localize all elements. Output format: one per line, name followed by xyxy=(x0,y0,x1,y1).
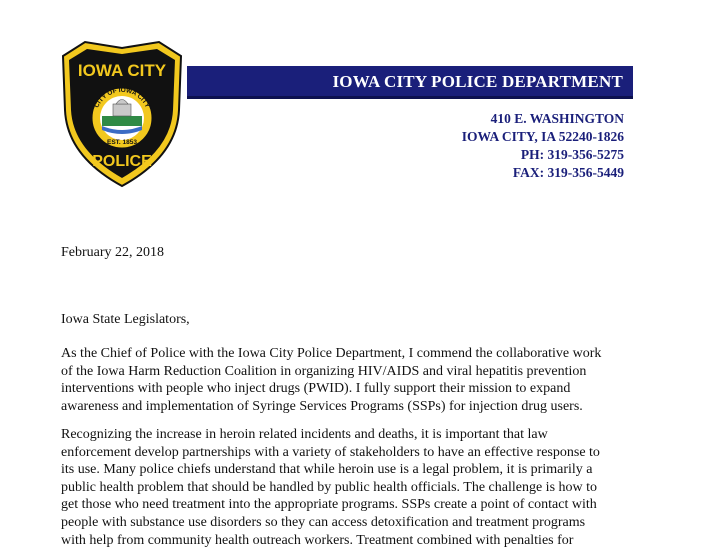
paragraph-line: its use. Many police chiefs understand that while heroin use is a legal problem, it is primarily a xyxy=(61,462,593,478)
badge-est-text: EST. 1853 xyxy=(107,139,137,146)
address-phone: PH: 319-356-5275 xyxy=(520,147,624,162)
paragraph-line: Recognizing the increase in heroin related incidents and deaths, it is important that law xyxy=(61,427,548,442)
letter-salutation: Iowa State Legislators, xyxy=(61,312,190,327)
paragraph-line: of the Iowa Harm Reduction Coalition in organizing HIV/AIDS and viral hepatitis prevention xyxy=(61,363,587,379)
letter-paragraph-1 xyxy=(61,345,661,415)
address-fax: FAX: 319-356-5449 xyxy=(512,165,624,180)
paragraph-line: with help from community health outreach workers. Treatment combined with penalties for xyxy=(61,532,574,548)
badge-bottom-text: POLICE xyxy=(92,153,152,170)
paragraph-line: get those who need treatment into the appropriate programs. SSPs create a point of contact with xyxy=(61,497,597,513)
paragraph-line: enforcement develop partnerships with a variety of stakeholders to have an effective response to xyxy=(61,444,600,460)
department-title: IOWA CITY POLICE DEPARTMENT xyxy=(332,72,623,91)
paragraph-line: awareness and implementation of Syringe Services Programs (SSPs) for injection drug users. xyxy=(61,398,583,414)
paragraph-line: public health problem that should be handled by public health officials. The challenge is how to xyxy=(61,479,598,495)
department-header-bar xyxy=(187,66,633,99)
address-street: 410 E. WASHINGTON xyxy=(490,111,624,126)
badge-top-text: IOWA CITY xyxy=(77,61,167,80)
badge-ring-text: CITY OF IOWA CITY xyxy=(93,86,151,110)
letter-date: February 22, 2018 xyxy=(61,245,165,260)
paragraph-line: people with substance use disorders so they can access detoxification and treatment programs xyxy=(61,514,586,530)
address-city: IOWA CITY, IA 52240-1826 xyxy=(461,129,624,144)
department-address xyxy=(462,110,624,182)
paragraph-line: interventions with people who inject drugs (PWID). I fully support their mission to expand xyxy=(61,381,571,397)
paragraph-line: As the Chief of Police with the Iowa City Police Department, I commend the collaborative work xyxy=(61,346,602,361)
letter-paragraph-2 xyxy=(61,426,661,549)
police-badge-logo xyxy=(55,38,189,190)
